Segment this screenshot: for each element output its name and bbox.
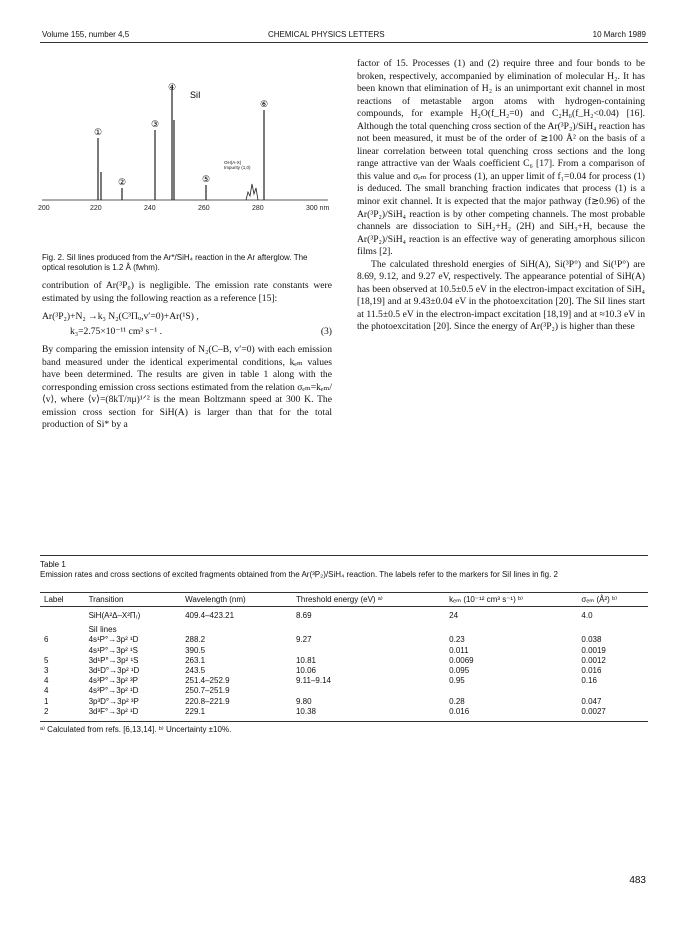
table-cell: 4 [44, 676, 49, 686]
table-cell: 10.81 [295, 655, 317, 665]
tick-300: 300 nm [306, 205, 330, 212]
table-1 [40, 555, 648, 734]
table-cell: 9.80 [295, 696, 312, 706]
table-row [40, 656, 648, 666]
table-header: Threshold energy (eV) ᵃ⁾ [292, 593, 445, 607]
marker-3: ③ [150, 119, 160, 129]
right-column [357, 58, 645, 334]
table-cell [40, 607, 85, 622]
marker-1: ① [93, 127, 103, 137]
table-cell: SiI lines [88, 625, 117, 635]
table-cell [292, 646, 445, 656]
table-header: Transition [85, 593, 182, 607]
spectrum-figure [38, 60, 338, 250]
table-title: Table 1 [40, 560, 66, 569]
table-row [40, 707, 648, 717]
table-cell: 3p³D°→3p² ³P [88, 696, 139, 706]
table-header: Wavelength (nm) [181, 593, 292, 607]
table-cell: 0.0019 [581, 645, 606, 655]
table-cell: 0.095 [449, 666, 470, 676]
tick-240: 240 [144, 205, 156, 212]
tick-280: 280 [252, 205, 264, 212]
table-cell: 0.0012 [581, 655, 606, 665]
table-cell [40, 646, 85, 656]
data-table [40, 592, 648, 717]
equation-line-2: k₃=2.75×10⁻¹¹ cm³ s⁻¹ . [70, 325, 163, 337]
table-cell: 8.69 [295, 611, 312, 620]
table-header: σₑₘ (Å²) ᵇ⁾ [577, 593, 648, 607]
marker-6: ⑥ [259, 99, 269, 109]
table-row [40, 635, 648, 645]
header-journal: CHEMICAL PHYSICS LETTERS [268, 30, 385, 39]
table-cell: 10.38 [295, 706, 317, 716]
table-cell: 288.2 [185, 635, 206, 645]
table-cell: 5 [44, 655, 49, 665]
table-cell: 229.1 [185, 706, 206, 716]
marker-5: ⑤ [201, 174, 211, 184]
table-cell: 251.4–252.9 [185, 676, 230, 686]
table-cell: 0.23 [449, 635, 465, 645]
right-p1: factor of 15. Processes (1) and (2) require three and four bonds to be broken, respectively, accompanied by elimination of molecular H₂. It has been known that elimination of H₂ is an unimportant exit channel in most reactions of metastable argon atoms with hydrogen-containing compounds, for example H₂O(f_H₂=0) and C₂H₆(f_H₂<0.04) [16]. Although the total quenching cross section of the Ar(³P₂)/SiH₄ reaction has not been measured, it must be of the order of ≳100 Å² on the basis of a linear correlation between total quenching cross sections and the long range attractive van der Waals coefficient C₆ [17]. From a comparison of this value and σₑₘ for process (1), an upper limit of f₁=0.04 for process (1) is deduced. The small branching fraction indicates that process (1) is a minor exit channel. It is expected that the major pathway (f≳0.96) of the Ar(³P₂)/SiH₄ reaction is by other competing channels. The most probable channels are dissociation to SiH₂+H₂ (2H) and SiH₃+H, because the Ar(³P₂)/SiH₄ reaction is an effective way of generating amorphous silicon films [2]. [357, 58, 645, 258]
header-volume: Volume 155, number 4,5 [42, 30, 130, 39]
table-row [40, 686, 648, 696]
table-cell [577, 621, 648, 635]
table-cell: 243.5 [185, 666, 206, 676]
table-cell: 24 [449, 611, 459, 620]
table-cell [40, 621, 85, 635]
table-cell: 10.06 [295, 666, 317, 676]
table-cell: 3d¹D°→3p² ¹D [88, 666, 140, 676]
right-p2: The calculated threshold energies of SiH(A), Si(³P°) and Si(¹P°) are 8.69, 9.12, and 9.27 eV, respectively. The appearance potential of SiH(A) has been observed at 10.5±0.5 eV in the electron-impact excitation of SiH₄ [18,19] and at 9.43±0.04 eV in the photoexcitation [20]. The SiI lines start at 11.5±0.5 eV in the electron-impact excitation [18,19] and at ≈10.3 eV in the photoexcitation [20]. Since the energy of Ar(³P₂) is higher than these [357, 258, 645, 333]
table-cell [577, 686, 648, 696]
left-p1: contribution of Ar(³P₀) is negligible. The emission rate constants were estimated by using the following reaction as a reference [15]: [42, 280, 332, 304]
table-cell: 0.95 [449, 676, 465, 686]
table-cell: 220.8–221.9 [185, 696, 230, 706]
tick-220: 220 [90, 205, 102, 212]
table-row [40, 697, 648, 707]
table-row [40, 676, 648, 686]
equation-3 [42, 311, 332, 338]
oh-band [246, 184, 258, 200]
table-cell [445, 686, 577, 696]
table-row [40, 666, 648, 676]
table-cell: 0.038 [581, 635, 602, 645]
table-cell: 263.1 [185, 655, 206, 665]
table-row [40, 621, 648, 635]
marker-4: ④ [167, 82, 177, 92]
table-cell: 4s¹P°→3p² ¹S [88, 645, 138, 655]
table-cell: 0.28 [449, 696, 465, 706]
table-row [40, 646, 648, 656]
table-cell: 409.4–423.21 [185, 611, 235, 620]
table-cell: 4s³P°→3p² ³P [88, 676, 138, 686]
table-cell: 4.0 [581, 611, 593, 620]
table-cell [292, 686, 445, 696]
table-cell [181, 621, 292, 635]
table-cell: 4s¹P°→3p² ¹D [88, 635, 139, 645]
table-header: Label [40, 593, 85, 607]
table-cell: 9.11–9.14 [295, 676, 331, 686]
table-cell: 0.011 [449, 645, 469, 655]
header-rule [40, 42, 648, 43]
marker-2: ② [117, 177, 127, 187]
tick-260: 260 [198, 205, 210, 212]
table-cell: 2 [44, 706, 49, 716]
header-date: 10 March 1989 [592, 30, 646, 39]
table-cell: 9.27 [295, 635, 312, 645]
table-cell: 390.5 [185, 645, 206, 655]
impurity-label: OH(A-X) Impurity (1,0) [224, 160, 251, 170]
tick-200: 200 [38, 205, 50, 212]
table-caption: Emission rates and cross sections of excited fragments obtained from the Ar(³P₂)/SiH₄ reaction. The labels refer to the markers for SiI lines in fig. 2 [40, 570, 558, 579]
table-header: kₑₘ (10⁻¹² cm³ s⁻¹) ᵇ⁾ [445, 593, 577, 607]
left-column [42, 280, 332, 432]
table-cell: 0.016 [449, 706, 470, 716]
table-cell: 0.047 [581, 696, 602, 706]
table-cell: 4 [44, 686, 49, 696]
table-cell: 0.0027 [581, 706, 606, 716]
sii-label: SiI [190, 90, 201, 100]
table-cell [445, 621, 577, 635]
table-cell: 0.0069 [449, 655, 474, 665]
table-cell: 6 [44, 635, 49, 645]
table-cell: SiH(A²Δ–X²Πᵣ) [88, 611, 141, 620]
table-cell: 1 [44, 696, 49, 706]
table-cell: 3 [44, 666, 49, 676]
table-cell [292, 621, 445, 635]
table-footnote: ᵃ⁾ Calculated from refs. [6,13,14]. ᵇ⁾ Uncertainty ±10%. [40, 721, 648, 734]
table-cell: 4s³P°→3p² ¹D [88, 686, 139, 696]
table-cell: 0.016 [581, 666, 602, 676]
page-number: 483 [629, 875, 646, 886]
table-cell: 250.7–251.9 [185, 686, 230, 696]
table-cell: 3d¹P°→3p² ¹S [88, 655, 139, 665]
table-cell: 3d³F°→3p² ¹D [88, 706, 139, 716]
equation-line-1: Ar(³P₂)+N₂ →k₃ N₂(C³Πᵤ,v′=0)+Ar(¹S) , [42, 311, 199, 323]
figure-caption: Fig. 2. SiI lines produced from the Ar*/SiH₄ reaction in the Ar afterglow. The optical resolution is 1.2 Å (fwhm). [42, 253, 308, 272]
left-p2: By comparing the emission intensity of N₂(C–B, v′=0) with each emission band measured under the identical experimental conditions, kₑₘ values have been determined. The results are given in table 1 along with the corresponding emission cross sections estimated from the relation σₑₘ=kₑₘ/⟨v⟩, where ⟨v⟩=(8kT/πμ)¹ᐟ² is the mean Boltzmann speed at 300 K. The emission cross section for SiH(A) is larger than that for the total production of Si* by a [42, 344, 332, 431]
equation-number: (3) [320, 325, 332, 337]
table-row [40, 607, 648, 622]
table-cell: 0.16 [581, 676, 597, 686]
